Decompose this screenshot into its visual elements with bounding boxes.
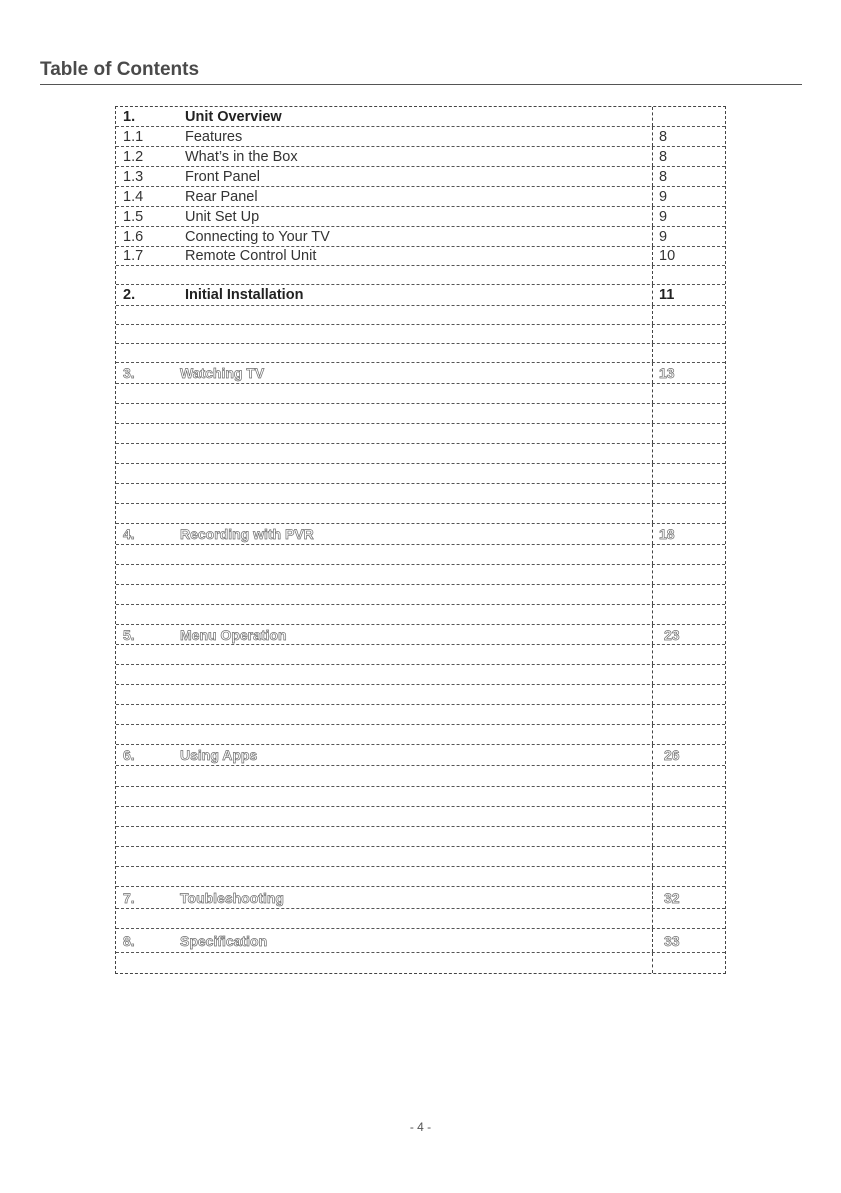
toc-page-cell <box>653 524 725 544</box>
toc-row <box>116 847 725 867</box>
toc-row <box>116 827 725 847</box>
toc-page-cell <box>653 665 725 684</box>
toc-row <box>116 127 725 147</box>
toc-section-title: Initial Installation <box>185 286 304 303</box>
toc-entry-cell <box>116 127 653 146</box>
toc-section-title: Remote Control Unit <box>185 247 317 264</box>
toc-entry-cell <box>116 847 653 866</box>
toc-row <box>116 344 725 363</box>
toc-page-cell <box>653 545 725 564</box>
toc-row <box>116 867 725 887</box>
toc-page-cell <box>653 187 725 206</box>
toc-entry-cell <box>116 384 653 403</box>
toc-row <box>116 705 725 725</box>
toc-page-cell <box>653 645 725 664</box>
toc-entry-cell <box>116 953 653 973</box>
toc-page-cell <box>653 887 725 908</box>
toc-entry-cell <box>116 147 653 166</box>
toc-entry-cell <box>116 444 653 463</box>
toc-row <box>116 404 725 424</box>
toc-row <box>116 787 725 807</box>
toc-page-number: 13 <box>659 365 675 381</box>
toc-section-number: 3. <box>123 365 135 381</box>
toc-page-cell <box>653 207 725 226</box>
toc-row <box>116 227 725 247</box>
toc-page-cell <box>653 325 725 343</box>
toc-row <box>116 266 725 285</box>
toc-entry-cell <box>116 909 653 928</box>
toc-section-number: 1.4 <box>123 188 144 205</box>
page-number: - 4 - <box>409 1120 432 1134</box>
toc-row <box>116 384 725 404</box>
toc-page-number: 11 <box>659 286 675 303</box>
toc-section-number: 1.7 <box>123 247 144 264</box>
toc-page-cell <box>653 725 725 744</box>
toc-page-cell <box>653 787 725 806</box>
toc-page-cell <box>653 827 725 846</box>
toc-page-cell <box>653 605 725 624</box>
toc-page-cell <box>653 565 725 584</box>
toc-page-cell <box>653 306 725 324</box>
toc-row <box>116 247 725 266</box>
toc-section-title: Menu Operation <box>180 626 287 643</box>
toc-entry-cell <box>116 167 653 186</box>
toc-section-number: 1.3 <box>123 168 144 185</box>
toc-section-title: Using Apps <box>180 747 258 763</box>
toc-entry-cell <box>116 685 653 704</box>
toc-entry-cell <box>116 787 653 806</box>
toc-row <box>116 524 725 545</box>
toc-page-cell <box>653 909 725 928</box>
toc-section-number: 1.5 <box>123 208 144 225</box>
toc-section-number: 1.1 <box>123 128 144 145</box>
toc-section-title: Watching TV <box>180 365 265 381</box>
toc-section-title: Front Panel <box>185 168 260 185</box>
toc-page-cell <box>653 247 725 265</box>
toc-row <box>116 187 725 207</box>
toc-page-cell <box>653 464 725 483</box>
toc-row <box>116 147 725 167</box>
toc-entry-cell <box>116 266 653 284</box>
toc-section-number: 7. <box>123 889 135 906</box>
table-of-contents <box>115 106 726 974</box>
toc-row <box>116 887 725 909</box>
toc-row <box>116 285 725 306</box>
toc-entry-cell <box>116 625 653 644</box>
toc-page-number: 9 <box>659 208 668 225</box>
toc-entry-cell <box>116 524 653 544</box>
toc-page-number: 23 <box>664 626 680 643</box>
toc-row <box>116 167 725 187</box>
toc-entry-cell <box>116 504 653 523</box>
toc-entry-cell <box>116 867 653 886</box>
toc-entry-cell <box>116 605 653 624</box>
toc-row <box>116 363 725 384</box>
toc-page-cell <box>653 227 725 246</box>
toc-row <box>116 665 725 685</box>
toc-page-cell <box>653 285 725 305</box>
toc-row <box>116 464 725 484</box>
toc-section-title: Connecting to Your TV <box>185 228 330 245</box>
toc-entry-cell <box>116 227 653 246</box>
toc-page-cell <box>653 929 725 952</box>
toc-entry-cell <box>116 665 653 684</box>
toc-page-cell <box>653 167 725 186</box>
toc-page-cell <box>653 504 725 523</box>
toc-section-number: 2. <box>123 286 136 303</box>
toc-entry-cell <box>116 325 653 343</box>
toc-page-cell <box>653 847 725 866</box>
toc-entry-cell <box>116 545 653 564</box>
toc-page-cell <box>653 404 725 423</box>
toc-section-number: 5. <box>123 626 135 643</box>
toc-entry-cell <box>116 725 653 744</box>
toc-page-cell <box>653 685 725 704</box>
toc-page-number: 9 <box>659 228 668 245</box>
toc-row <box>116 444 725 464</box>
toc-section-title: Unit Overview <box>185 108 282 125</box>
toc-entry-cell <box>116 247 653 265</box>
toc-row <box>116 929 725 953</box>
toc-page-number: 9 <box>659 188 668 205</box>
toc-section-title: What’s in the Box <box>185 148 298 165</box>
toc-page-cell <box>653 807 725 826</box>
toc-row <box>116 325 725 344</box>
toc-page-cell <box>653 127 725 146</box>
toc-row <box>116 585 725 605</box>
toc-row <box>116 306 725 325</box>
toc-entry-cell <box>116 187 653 206</box>
toc-entry-cell <box>116 565 653 584</box>
toc-entry-cell <box>116 404 653 423</box>
toc-row <box>116 424 725 444</box>
toc-page-cell <box>653 147 725 166</box>
toc-page-cell <box>653 484 725 503</box>
toc-section-title: Recording with PVR <box>180 526 314 542</box>
toc-page-cell <box>653 384 725 403</box>
toc-entry-cell <box>116 929 653 952</box>
toc-row <box>116 953 725 973</box>
toc-entry-cell <box>116 363 653 383</box>
toc-section-title: Unit Set Up <box>185 208 260 225</box>
toc-row <box>116 807 725 827</box>
toc-page-cell <box>653 363 725 383</box>
toc-section-number: 8. <box>123 932 135 949</box>
toc-page-number: 33 <box>664 932 680 949</box>
toc-page-cell <box>653 953 725 973</box>
toc-page-number: 10 <box>659 247 676 264</box>
toc-row <box>116 565 725 585</box>
toc-row <box>116 545 725 565</box>
toc-section-number: 4. <box>123 526 135 542</box>
toc-page-number: 8 <box>659 168 668 185</box>
toc-section-number: 1. <box>123 108 136 125</box>
toc-row <box>116 504 725 524</box>
toc-section-number: 1.2 <box>123 148 144 165</box>
toc-entry-cell <box>116 645 653 664</box>
toc-section-title: Toubleshooting <box>180 889 284 906</box>
toc-section-title: Rear Panel <box>185 188 258 205</box>
toc-entry-cell <box>116 766 653 786</box>
toc-page-cell <box>653 266 725 284</box>
toc-page-cell <box>653 585 725 604</box>
toc-entry-cell <box>116 745 653 765</box>
toc-row <box>116 725 725 745</box>
toc-entry-cell <box>116 585 653 604</box>
toc-row <box>116 909 725 929</box>
toc-row <box>116 484 725 504</box>
toc-entry-cell <box>116 107 653 126</box>
toc-page-number: 26 <box>664 747 680 763</box>
toc-row <box>116 605 725 625</box>
toc-page-cell <box>653 424 725 443</box>
toc-page-number: 8 <box>659 148 668 165</box>
toc-row <box>116 766 725 787</box>
toc-row <box>116 645 725 665</box>
toc-page-cell <box>653 867 725 886</box>
toc-page-number: 8 <box>659 128 668 145</box>
toc-entry-cell <box>116 887 653 908</box>
toc-page-cell <box>653 766 725 786</box>
toc-row <box>116 745 725 766</box>
page-title: Table of Contents <box>40 59 200 80</box>
toc-entry-cell <box>116 705 653 724</box>
toc-section-number: 6. <box>123 747 135 763</box>
toc-page-number: 18 <box>659 526 675 542</box>
title-underline <box>40 84 802 85</box>
toc-page-number: 32 <box>664 889 680 906</box>
toc-row <box>116 107 725 127</box>
toc-entry-cell <box>116 484 653 503</box>
toc-entry-cell <box>116 207 653 226</box>
toc-row <box>116 625 725 645</box>
toc-entry-cell <box>116 306 653 324</box>
toc-entry-cell <box>116 807 653 826</box>
toc-row <box>116 207 725 227</box>
toc-section-title: Features <box>185 128 243 145</box>
toc-section-title: Specification <box>180 932 268 949</box>
toc-page-cell <box>653 705 725 724</box>
toc-section-number: 1.6 <box>123 228 144 245</box>
toc-entry-cell <box>116 285 653 305</box>
toc-page-cell <box>653 444 725 463</box>
toc-page-cell <box>653 625 725 644</box>
toc-entry-cell <box>116 464 653 483</box>
toc-entry-cell <box>116 424 653 443</box>
toc-entry-cell <box>116 827 653 846</box>
toc-page-cell <box>653 344 725 362</box>
toc-entry-cell <box>116 344 653 362</box>
toc-page-cell <box>653 745 725 765</box>
toc-row <box>116 685 725 705</box>
toc-page-cell <box>653 107 725 126</box>
